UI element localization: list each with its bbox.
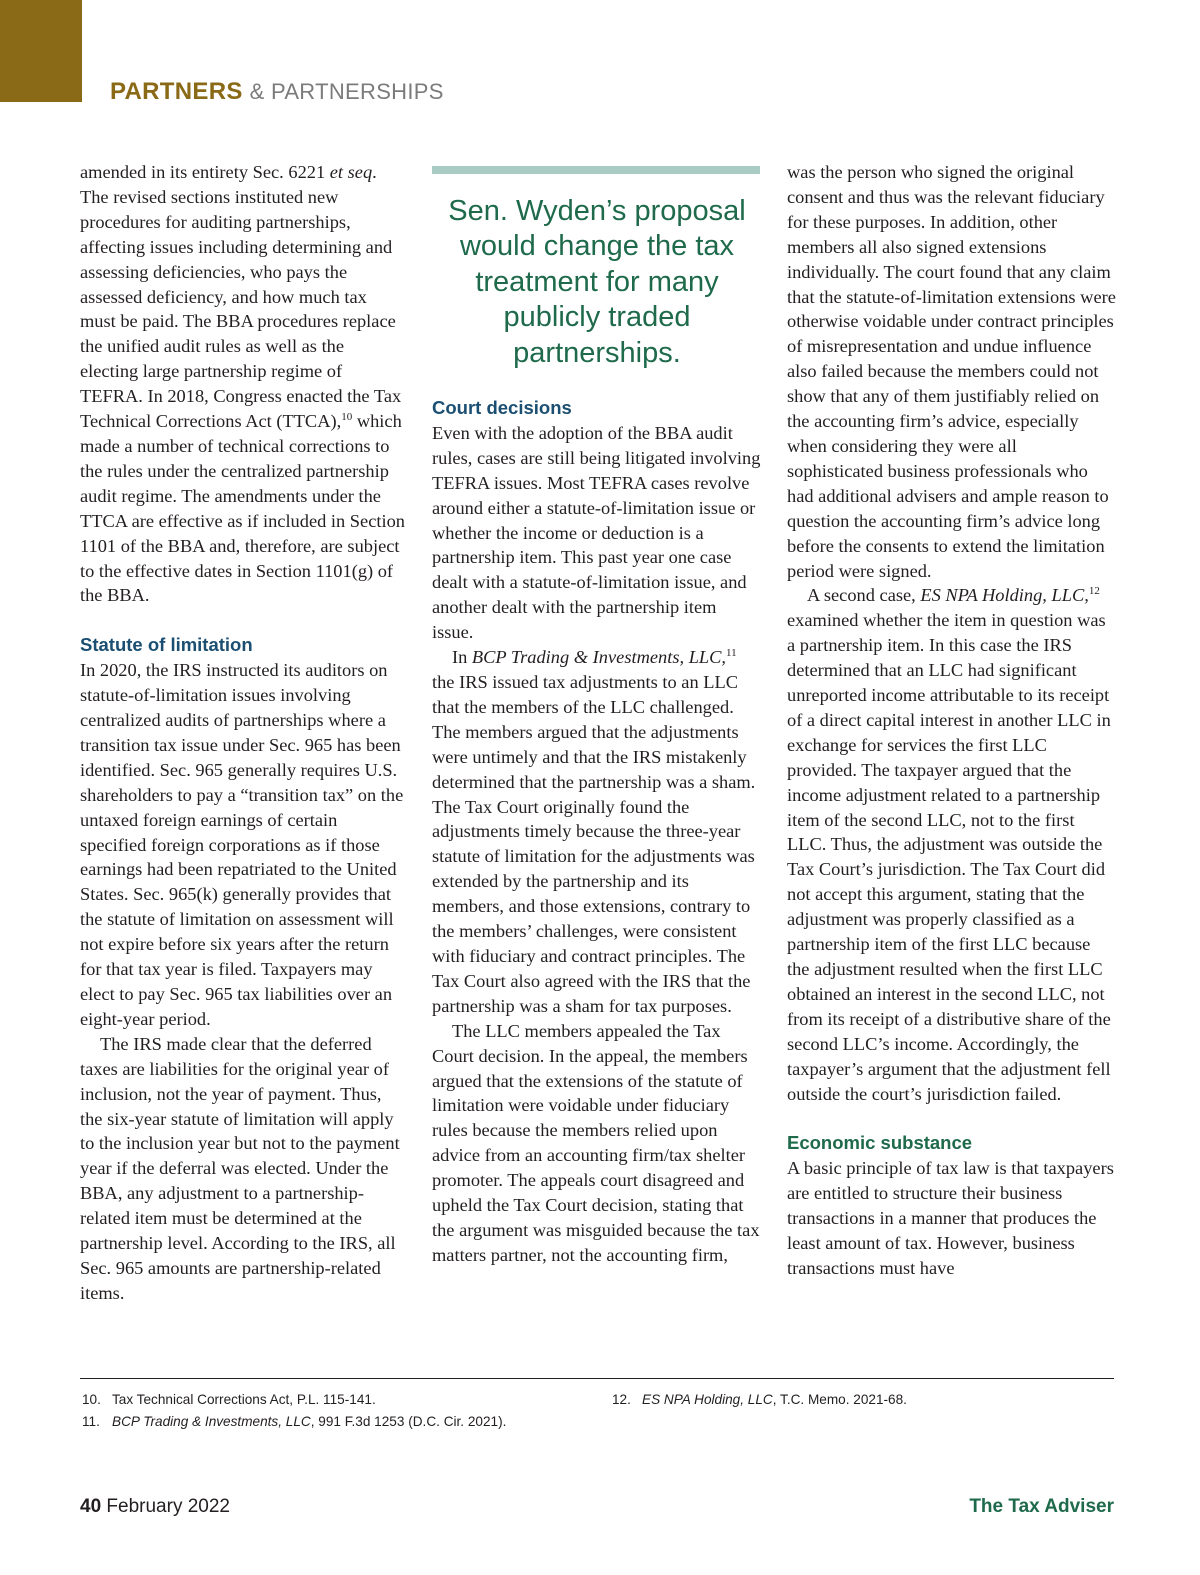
issue-date: February 2022 bbox=[106, 1496, 230, 1517]
heading-statute-of-limitation: Statute of limitation bbox=[80, 634, 253, 656]
text-run: . The revised sections instituted new procedures for auditing partnerships, affecting issues including determining and assessing deficiencies, who pays the assessed deficiency, and how much tax must be paid. The BBA procedures replace the unified audit rules as well as the electing large partnership regime of TEFRA. In 2018, Congress enacted the Tax Technical Corrections Act (TTCA), bbox=[80, 162, 402, 432]
footnote-text: Tax Technical Corrections Act, P.L. 115-141. bbox=[112, 1392, 376, 1407]
page-number: 40 bbox=[80, 1496, 102, 1517]
italic-run: ES NPA Holding, LLC bbox=[642, 1392, 773, 1407]
footnote-ref-10[interactable]: 10 bbox=[341, 411, 353, 424]
italic-run: BCP Trading & Investments, LLC, bbox=[471, 647, 727, 668]
text-run: examined whether the item in question was a partnership item. In this case the IRS determined that an LLC had significant unreported income attributable to its receipt of a direct capital interest in another LLC in exchange for services the first LLC provided. The taxpayer argued that the income adjustment related to a partnership item of the second LLC, not to the first LLC. Thus, the adjustment was outside the Tax Court’s jurisdiction. The Tax Court did not accept this argument, stating that the adjustment was properly classified as a partnership item of the first LLC because the adjustment resulted when the first LLC obtained an interest in the second LLC, not from its receipt of a distributive share of the second LLC’s income. Accordingly, the taxpayer’s argument that the adjustment fell outside the court’s jurisdiction failed. bbox=[787, 610, 1111, 1104]
footnote-10 bbox=[82, 1389, 592, 1411]
footnote-number: 10. bbox=[82, 1392, 101, 1407]
footnote-divider bbox=[80, 1378, 1114, 1379]
italic-run: BCP Trading & Investments, LLC bbox=[112, 1413, 311, 1429]
heading-court-decisions: Court decisions bbox=[432, 397, 572, 419]
italic-run: ES NPA Holding, LLC, bbox=[920, 585, 1089, 606]
col1-paragraph-2: In 2020, the IRS instructed its auditors on statute-of-limitation issues involving centralized audits of partnerships where a transition tax issue under Sec. 965 has been identified. Sec. 965 generally requires U.S. shareholders to pay a “transition tax” on the untaxed foreign earnings of certain specified foreign corporations as if those earnings had been repatriated to the United States. Sec. 965(k) generally provides that the statute of limitation on assessment will not expire before six years after the return for that tax year is filed. Taxpayers may elect to pay Sec. 965 tax liabilities over an eight-year period. bbox=[80, 660, 404, 1029]
col2-paragraph-3: The LLC members appealed the Tax Court decision. In the appeal, the members argued that the extensions of the statute of limitation were voidable under fiduciary rules because the members relied upon advice from an accounting firm/tax shelter promoter. The appeals court disagreed and upheld the Tax Court decision, stating that the argument was misguided because the tax matters partner, not the accounting firm, bbox=[432, 1020, 760, 1265]
section-header-bold: PARTNERS bbox=[110, 78, 243, 105]
footnote-12 bbox=[612, 1389, 1112, 1411]
footnote-text: , 991 F.3d 1253 (D.C. Cir. 2021). bbox=[310, 1413, 507, 1429]
col3-paragraph-2 bbox=[787, 583, 1117, 1106]
footer-left bbox=[80, 1496, 230, 1518]
publication-name: The Tax Adviser bbox=[969, 1496, 1114, 1517]
pullquote: Sen. Wyden’s proposal would change the tax treatment for many publicly traded partnerships. bbox=[448, 195, 746, 369]
section-header bbox=[110, 78, 444, 106]
col1-paragraph-3: The IRS made clear that the deferred taxes are liabilities for the original year of inclusion, not the year of payment. Thus, the six-year statute of limitation will apply to the inclusion year but not to the payment year if the deferral was elected. Under the BBA, any adjustment to a partnership-related item must be determined at the partnership level. According to the IRS, all Sec. 965 amounts are partnership-related items. bbox=[80, 1033, 400, 1303]
footnotes-left bbox=[82, 1389, 592, 1432]
footnote-11 bbox=[82, 1411, 592, 1433]
column-2 bbox=[432, 160, 762, 1268]
footnote-text: , T.C. Memo. 2021-68. bbox=[772, 1392, 907, 1407]
col1-paragraph-1 bbox=[80, 160, 406, 608]
col3-paragraph-1: was the person who signed the original consent and thus was the relevant fiduciary for these purposes. In addition, other members all also signed extensions individually. The court found that any claim that the statute-of-limitation extensions were otherwise voidable under contract principles of misrepresentation and undue influence also failed because the members could not show that any of them justifiably relied on the accounting firm’s advice, especially when considering they were all sophisticated business professionals who had additional advisers and ample reason to question the accounting firm’s advice long before the consents to extend the limitation period were signed. bbox=[787, 162, 1116, 581]
column-3 bbox=[787, 160, 1117, 1281]
col2-paragraph-2 bbox=[432, 645, 762, 1019]
column-1 bbox=[80, 160, 406, 1306]
text-run: In bbox=[452, 647, 472, 668]
footnote-number: 12. bbox=[612, 1392, 631, 1407]
text-run: amended in its entirety Sec. 6221 bbox=[80, 162, 330, 182]
heading-economic-substance: Economic substance bbox=[787, 1132, 973, 1154]
corner-accent-block bbox=[0, 0, 82, 102]
col2-paragraph-1: Even with the adoption of the BBA audit rules, cases are still being litigated involving TEFRA issues. Most TEFRA cases revolve around either a statute-of-limitation issue or whether the income or deduction is a partnership item. This past year one case dealt with a statute-of-limitation issue, and another dealt with the partnership item issue. bbox=[432, 422, 761, 643]
footnotes-right bbox=[612, 1389, 1112, 1411]
text-run: A second case, bbox=[807, 585, 921, 606]
text-run: the IRS issued tax adjustments to an LLC that the members of the LLC challenged. The members argued that the adjustments were untimely and that the IRS mistakenly determined that the partnership was a sham. The Tax Court originally found the adjustments timely because the three-year statute of limitation for the adjustments was extended by the partnership and its members, and those extensions, contrary to the members’ challenges, were consistent with fiduciary and contract principles. The Tax Court also agreed with the IRS that the partnership was a sham for tax purposes. bbox=[432, 672, 756, 1016]
section-header-light: & PARTNERSHIPS bbox=[249, 79, 444, 104]
footnote-number: 11. bbox=[82, 1413, 100, 1429]
col3-paragraph-3: A basic principle of tax law is that taxpayers are entitled to structure their business transactions in a manner that produces the least amount of tax. However, business transactions must have bbox=[787, 1158, 1114, 1278]
footnote-ref-11[interactable]: 11 bbox=[726, 647, 737, 660]
italic-run: et seq bbox=[329, 162, 373, 182]
footnote-ref-12[interactable]: 12 bbox=[1088, 585, 1100, 598]
pullquote-bar bbox=[432, 166, 760, 174]
text-run: which made a number of technical corrections to the rules under the centralized partnership audit regime. The amendments under the TTCA are effective as if included in Section 1101 of the BBA and, therefore, are subject to the effective dates in Section 1101(g) of the BBA. bbox=[80, 411, 405, 606]
